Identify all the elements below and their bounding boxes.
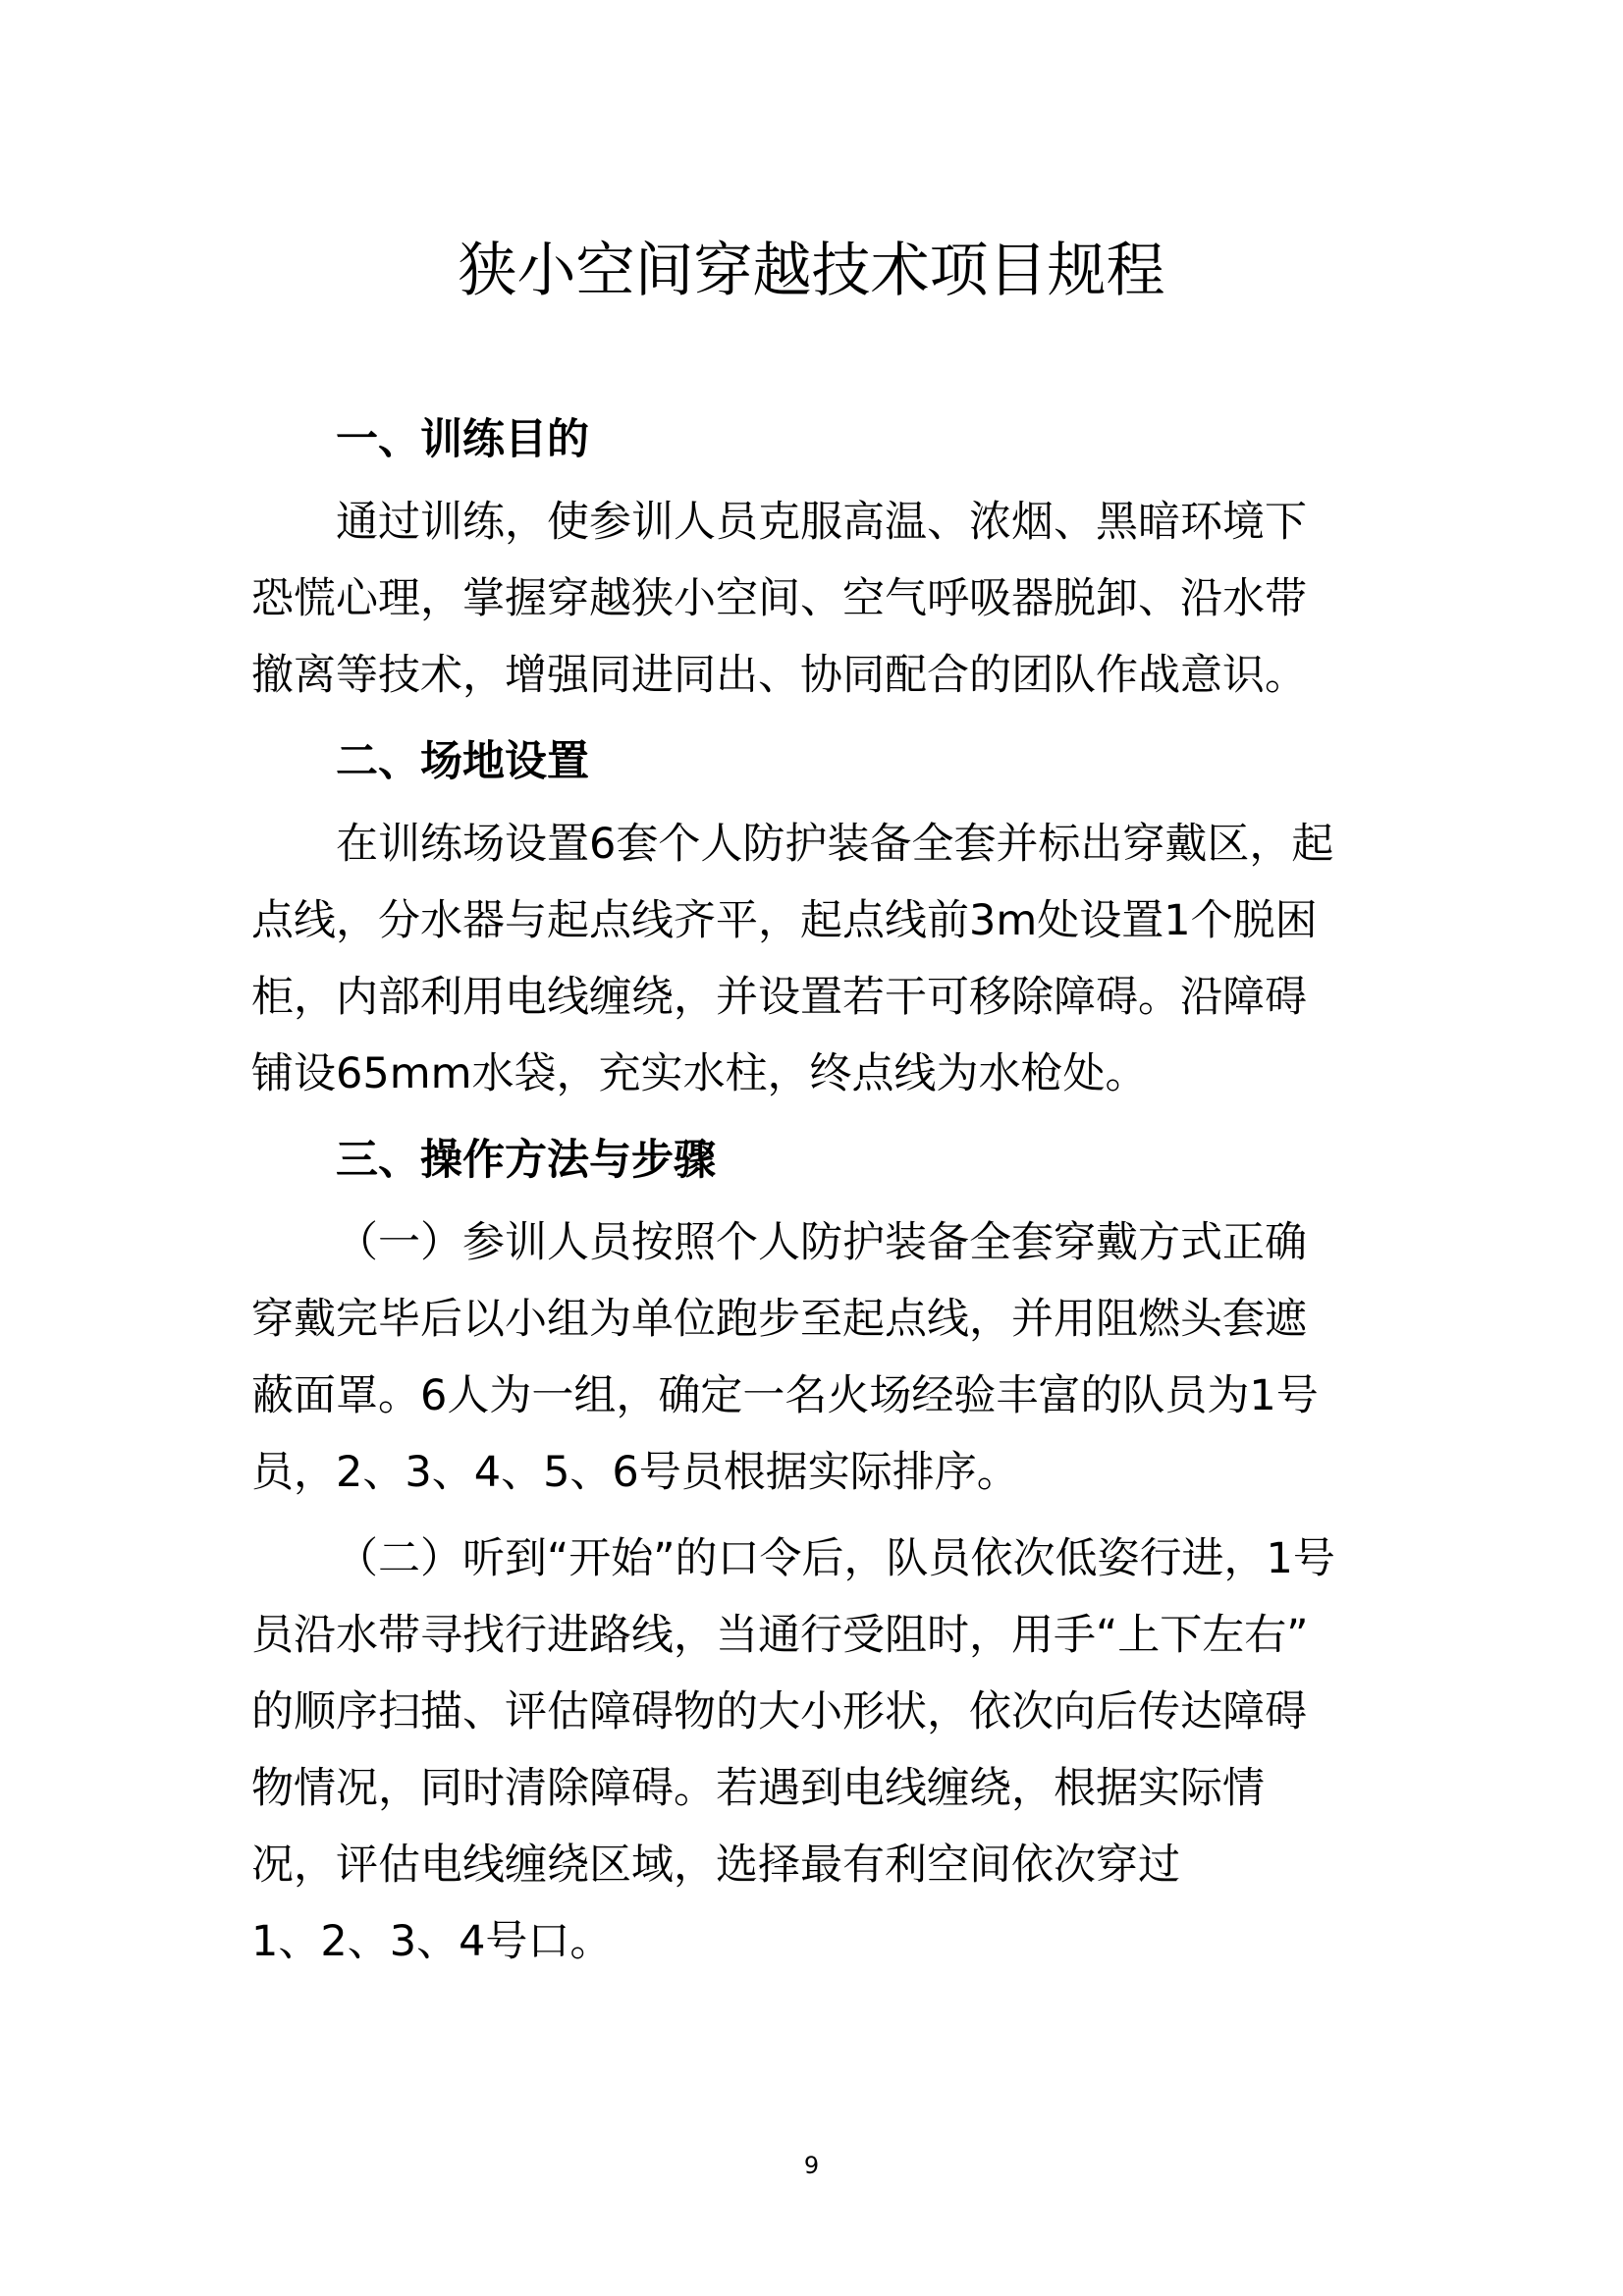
paragraph-line: 员沿水带寻找行进路线，当通行受阻时，用手“上下左右” [251,1611,1309,1660]
paragraph-line: （二）听到“开始”的口令后，队员依次低姿行进，1号 [336,1534,1335,1583]
page-number: 9 [803,2152,820,2179]
paragraph-line: 铺设65mm水袋，充实水柱，终点线为水枪处。 [251,1049,1148,1098]
paragraph-line: 的顺序扫描、评估障碍物的大小形状，依次向后传达障碍 [251,1687,1307,1736]
document-title: 狭小空间穿越技术项目规程 [458,237,1165,305]
paragraph-line: 1、2、3、4号口。 [251,1917,613,1966]
paragraph-line: 通过训练，使参训人员克服高温、浓烟、黑暗环境下 [336,498,1307,547]
paragraph-line: 蔽面罩。6人为一组，确定一名火场经验丰富的队员为1号 [251,1371,1319,1420]
paragraph-line: 员，2、3、4、5、6号员根据实际排序。 [251,1448,1019,1497]
paragraph-line: 恐慌心理，掌握穿越狭小空间、空气呼吸器脱卸、沿水带 [251,574,1307,623]
paragraph-line: （一）参训人员按照个人防护装备全套穿戴方式正确 [336,1218,1307,1267]
paragraph-line: 在训练场设置6套个人防护装备全套并标出穿戴区，起 [336,820,1334,869]
paragraph-line: 柜，内部利用电线缠绕，并设置若干可移除障碍。沿障碍 [251,973,1307,1022]
paragraph-line: 物情况，同时清除障碍。若遇到电线缠绕，根据实际情 [251,1764,1265,1813]
section-heading-operation-steps: 三、操作方法与步骤 [336,1136,716,1185]
section-heading-site-setup: 二、场地设置 [336,737,589,786]
paragraph-line: 况，评估电线缠绕区域，选择最有利空间依次穿过 [251,1841,1180,1890]
paragraph-line: 撤离等技术，增强同进同出、协同配合的团队作战意识。 [251,651,1307,700]
paragraph-line: 穿戴完毕后以小组为单位跑步至起点线，并用阻燃头套遮 [251,1295,1307,1344]
paragraph-line: 点线，分水器与起点线齐平，起点线前3m处设置1个脱困 [251,896,1318,945]
section-heading-training-purpose: 一、训练目的 [336,415,589,464]
